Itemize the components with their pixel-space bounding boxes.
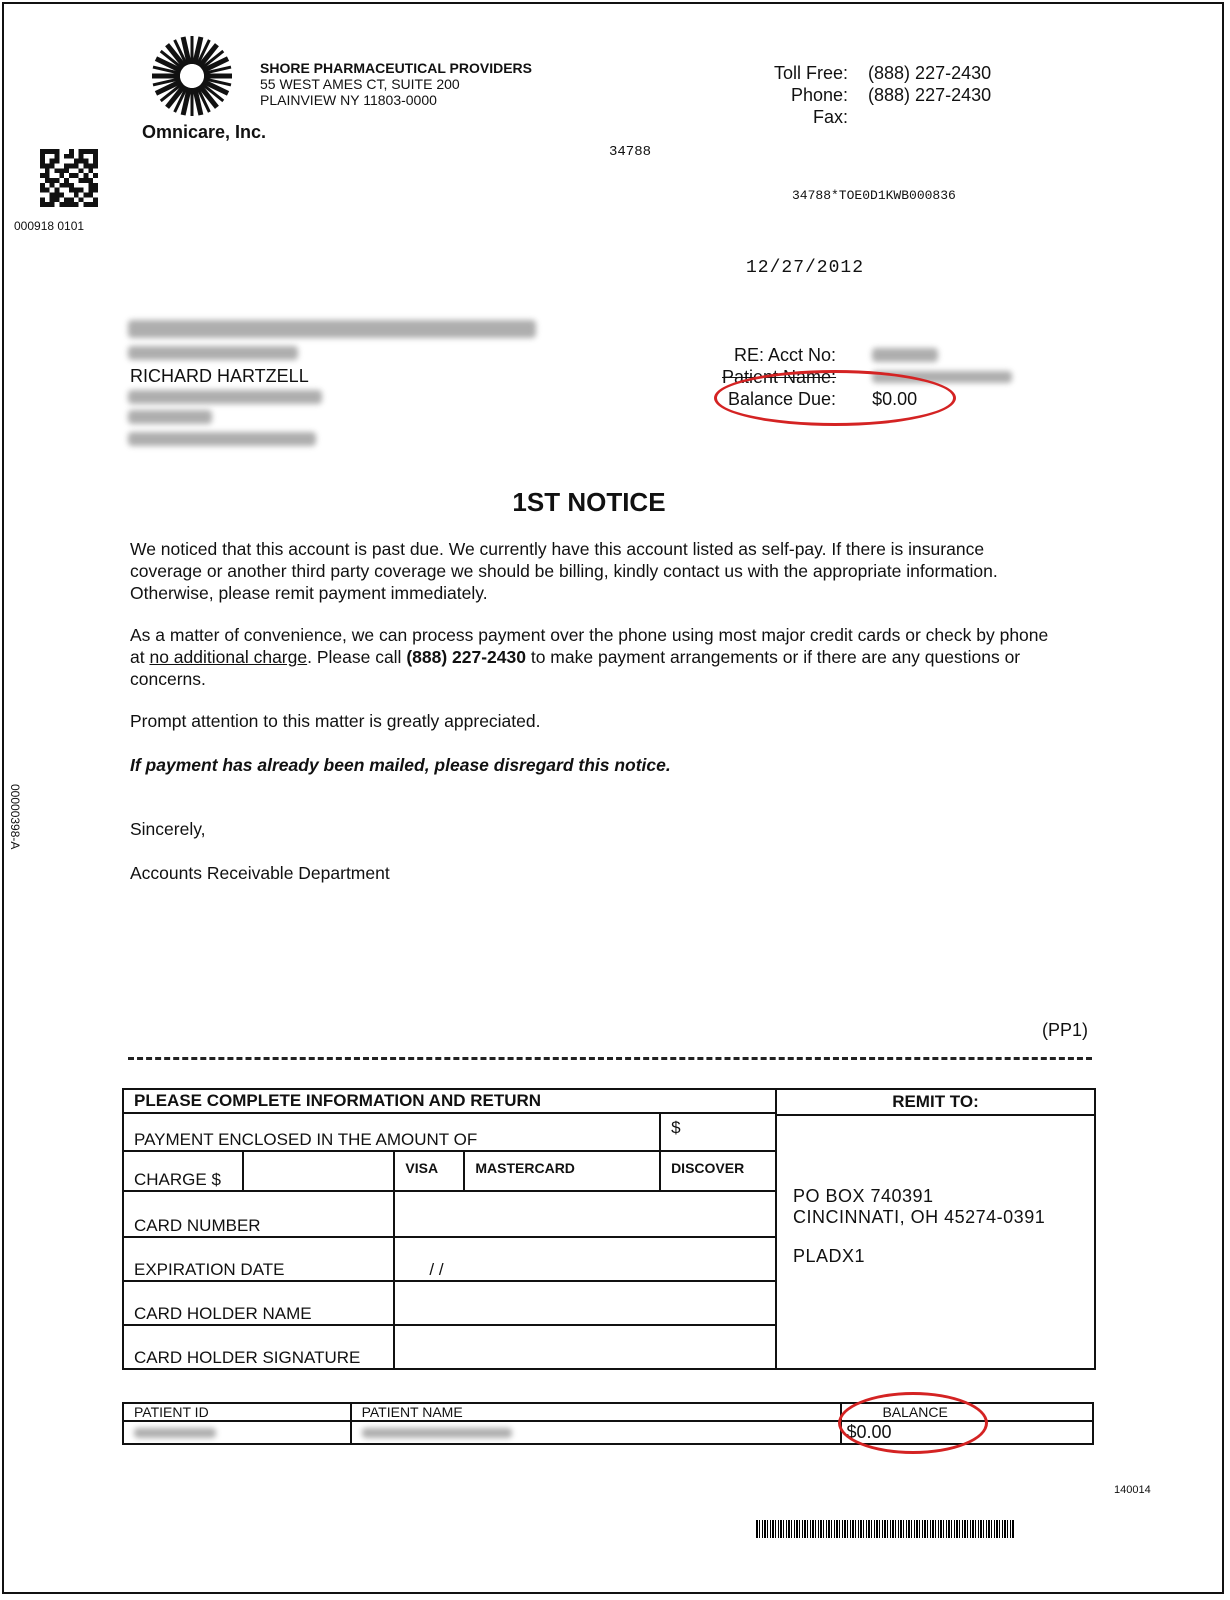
qr-cell: [64, 202, 69, 207]
phone-number: (888) 227-2430: [868, 85, 992, 105]
qr-cell: [93, 164, 98, 169]
redacted-address-line: [128, 346, 298, 360]
qr-cell: [88, 164, 93, 169]
qr-cell: [59, 173, 64, 178]
closing: Sincerely,: [130, 819, 206, 839]
call-phone-number: (888) 227-2430: [406, 647, 526, 667]
paragraph-3: Prompt attention to this matter is greatly appreciated.: [130, 711, 541, 731]
expiration-slashes: / /: [429, 1260, 444, 1279]
qr-cell: [88, 168, 93, 173]
payment-amount-label: PAYMENT ENCLOSED IN THE AMOUNT OF: [123, 1113, 660, 1151]
paragraph-1: We noticed that this account is past due. We currently have this account listed as self-pay. If there is insurance coverage or another third party coverage we should be billing, kindly contact us with the appropriate information. Otherwise, please remit payment immediately.: [130, 539, 998, 603]
visa-option[interactable]: VISA: [394, 1151, 464, 1191]
remit-header: REMIT TO:: [777, 1090, 1094, 1116]
recipient-name: RICHARD HARTZELL: [130, 366, 309, 386]
qr-cell: [64, 178, 69, 183]
batch-code: 34788: [609, 144, 652, 160]
form-header: PLEASE COMPLETE INFORMATION AND RETURN: [123, 1089, 776, 1113]
expiration-date-label: EXPIRATION DATE: [123, 1237, 394, 1281]
qr-cell: [45, 202, 50, 207]
qr-cell: [88, 193, 93, 198]
qr-cell: [40, 173, 45, 178]
qr-cell: [88, 188, 93, 193]
qr-cell: [50, 149, 55, 154]
qr-cell: [50, 164, 55, 169]
qr-cell: [88, 149, 93, 154]
paragraph-2-text: to make payment arrangements or if there are any questions or concerns.: [130, 647, 1021, 689]
qr-cell: [79, 168, 84, 173]
qr-cell: [55, 168, 60, 173]
qr-cell: [84, 159, 89, 164]
qr-cell: [50, 197, 55, 202]
qr-cell: [74, 173, 79, 178]
contact-info: [774, 62, 991, 128]
qr-cell: [88, 202, 93, 207]
paragraph-2-text: As a matter of convenience, we can process payment over the phone using most major credit cards or check by phone at: [130, 625, 1049, 667]
bottom-code: 140014: [1114, 1484, 1151, 1496]
qr-cell: [69, 202, 74, 207]
dollar-sign: $: [671, 1118, 681, 1137]
toll-free-label: Toll Free:: [774, 63, 849, 83]
qr-cell: [50, 193, 55, 198]
qr-cell: [55, 197, 60, 202]
card-holder-signature-label: CARD HOLDER SIGNATURE: [123, 1325, 394, 1369]
letter-date: 12/27/2012: [746, 258, 865, 278]
qr-cell: [79, 159, 84, 164]
remit-code: PLADX1: [792, 1246, 865, 1266]
qr-cell: [55, 193, 60, 198]
qr-cell: [45, 164, 50, 169]
qr-cell: [74, 193, 79, 198]
qr-cell: [69, 197, 74, 202]
redacted-address-line: [128, 432, 316, 446]
notice-title: 1ST NOTICE: [512, 487, 666, 517]
qr-cell: [45, 188, 50, 193]
patient-name-col-label: PATIENT NAME: [351, 1403, 842, 1421]
qr-cell: [64, 168, 69, 173]
qr-cell: [79, 188, 84, 193]
qr-cell: [84, 193, 89, 198]
mastercard-option[interactable]: MASTERCARD: [464, 1151, 660, 1191]
no-charge-text: no additional charge: [149, 647, 308, 667]
qr-cell: [74, 188, 79, 193]
redacted-acct-no: [872, 348, 938, 362]
patient-id-label: PATIENT ID: [123, 1403, 351, 1421]
qr-cell: [55, 159, 60, 164]
expiration-date-field[interactable]: [394, 1237, 776, 1281]
qr-cell: [69, 188, 74, 193]
card-number-label: CARD NUMBER: [123, 1191, 394, 1237]
qr-cell: [55, 154, 60, 159]
redacted-patient-id: [134, 1428, 216, 1438]
redacted-address-line: [128, 320, 536, 338]
document-page: [2, 2, 1224, 1594]
sender-address-line2: PLAINVIEW NY 11803-0000: [260, 92, 437, 108]
qr-cell: [64, 164, 69, 169]
qr-cell: [93, 202, 98, 207]
qr-cell: [93, 197, 98, 202]
qr-cell: [40, 197, 45, 202]
balance-due-label: Balance Due:: [727, 389, 837, 409]
remit-to-section: [776, 1089, 1095, 1369]
sender-company: SHORE PHARMACEUTICAL PROVIDERS: [260, 60, 532, 76]
qr-cell: [55, 149, 60, 154]
qr-cell: [93, 159, 98, 164]
acct-no-label: RE: Acct No:: [734, 345, 837, 365]
toll-free-number: (888) 227-2430: [868, 63, 992, 83]
balance-highlight-oval: [714, 370, 956, 426]
qr-cell: [74, 159, 79, 164]
qr-cell: [50, 183, 55, 188]
phone-label: Phone:: [790, 85, 849, 105]
remit-address-line1: PO BOX 740391: [792, 1186, 934, 1206]
redacted-address-line: [128, 410, 212, 424]
qr-cell: [69, 173, 74, 178]
remit-address: [793, 1186, 1045, 1228]
reference-code: 34788*TOE0D1KWB000836: [792, 188, 956, 203]
qr-cell: [40, 159, 45, 164]
qr-cell: [84, 164, 89, 169]
qr-cell: [64, 154, 69, 159]
paragraph-2-text: . Please call: [307, 647, 407, 667]
qr-cell: [69, 154, 74, 159]
payment-amount-field[interactable]: [660, 1113, 776, 1151]
qr-cell: [84, 202, 89, 207]
qr-cell: [40, 149, 45, 154]
qr-cell: [93, 183, 98, 188]
redacted-patient-name: [362, 1428, 512, 1438]
patient-name-label: Patient Name:: [722, 367, 837, 387]
qr-cell: [40, 202, 45, 207]
qr-cell: [84, 173, 89, 178]
side-code: 00000398-A: [8, 784, 22, 850]
fax-label: Fax:: [813, 107, 849, 127]
qr-cell: [84, 149, 89, 154]
qr-cell: [50, 159, 55, 164]
qr-cell: [64, 197, 69, 202]
barcode-icon: [756, 1520, 1014, 1538]
card-holder-name-field[interactable]: [394, 1281, 776, 1325]
qr-cell: [79, 154, 84, 159]
qr-cell: [50, 202, 55, 207]
card-holder-name-label: CARD HOLDER NAME: [123, 1281, 394, 1325]
balance-highlight-oval: [838, 1392, 988, 1454]
patient-id-value: [123, 1421, 351, 1444]
qr-cell: [55, 188, 60, 193]
qr-cell: [45, 168, 50, 173]
signature-department: Accounts Receivable Department: [130, 863, 390, 883]
omnicare-logo-icon: [150, 34, 234, 118]
qr-cell: [45, 173, 50, 178]
qr-cell: [88, 183, 93, 188]
paragraph-2: [130, 624, 1050, 690]
card-number-field[interactable]: [394, 1191, 776, 1237]
qr-cell: [93, 188, 98, 193]
qr-cell: [69, 149, 74, 154]
qr-cell: [59, 193, 64, 198]
qr-cell: [64, 183, 69, 188]
qr-cell: [59, 183, 64, 188]
brand-name: Omnicare, Inc.: [142, 122, 267, 142]
qr-cell: [59, 202, 64, 207]
paragraph-4: If payment has already been mailed, please disregard this notice.: [130, 755, 671, 775]
qr-code-icon: [40, 149, 98, 207]
balance-col-label: BALANCE: [841, 1403, 1093, 1421]
balance-value: $0.00: [841, 1421, 1093, 1444]
form-code: (PP1): [1042, 1020, 1089, 1040]
qr-cell: [40, 188, 45, 193]
qr-cell: [45, 178, 50, 183]
qr-cell: [69, 183, 74, 188]
qr-cell: [45, 149, 50, 154]
qr-cell: [40, 183, 45, 188]
balance-due-value: $0.00: [872, 389, 918, 409]
qr-cell: [55, 178, 60, 183]
card-holder-signature-field[interactable]: [394, 1325, 776, 1369]
qr-cell: [50, 178, 55, 183]
qr-cell: [84, 178, 89, 183]
remit-address-line2: CINCINNATI, OH 45274-0391: [792, 1207, 1046, 1227]
qr-cell: [74, 202, 79, 207]
discover-option[interactable]: DISCOVER: [660, 1151, 776, 1191]
tear-line: [128, 1057, 1092, 1060]
patient-name-value: [351, 1421, 842, 1444]
qr-cell: [74, 164, 79, 169]
qr-cell: [59, 168, 64, 173]
redacted-address-line: [128, 390, 322, 404]
qr-cell: [69, 164, 74, 169]
qr-cell: [79, 178, 84, 183]
sender-address-line1: 55 WEST AMES CT, SUITE 200: [260, 76, 460, 92]
qr-cell: [88, 178, 93, 183]
qr-cell: [40, 154, 45, 159]
qr-cell: [79, 197, 84, 202]
qr-cell: [93, 173, 98, 178]
qr-cell: [93, 154, 98, 159]
qr-number: 000918 0101: [14, 219, 85, 233]
qr-cell: [93, 149, 98, 154]
charge-amount-field[interactable]: [243, 1151, 395, 1191]
qr-cell: [40, 164, 45, 169]
payment-form: [122, 1088, 1096, 1370]
sender-address: [260, 60, 532, 108]
qr-cell: [79, 149, 84, 154]
charge-label: CHARGE $: [123, 1151, 243, 1191]
